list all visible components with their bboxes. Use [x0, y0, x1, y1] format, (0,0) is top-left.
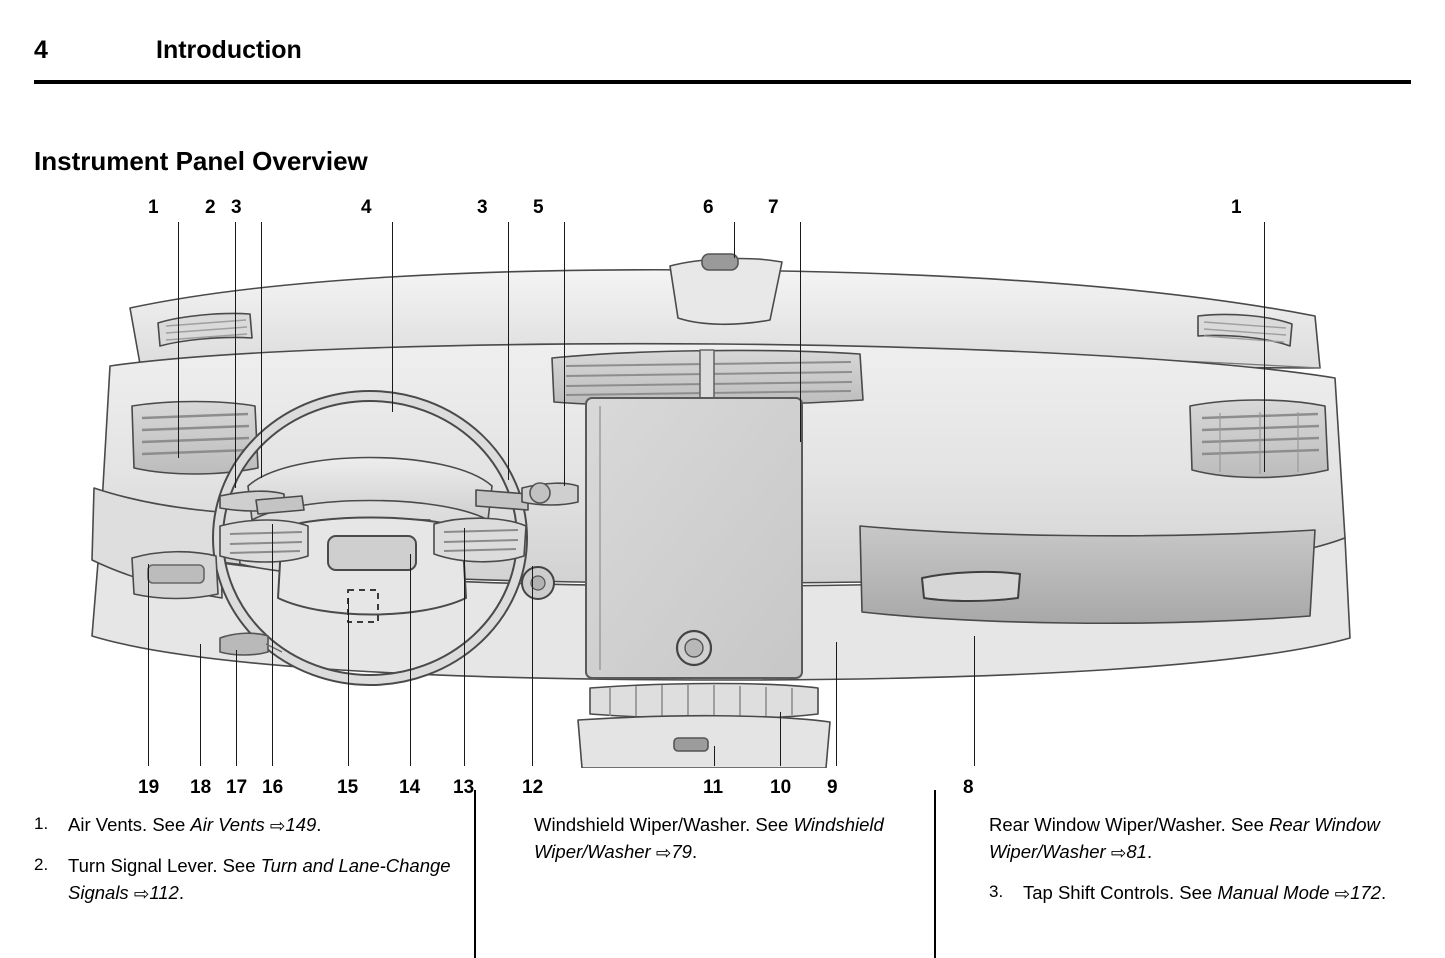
leader-line	[348, 598, 349, 766]
legend-item-label: Turn Signal Lever. See	[68, 854, 261, 876]
callout-number: 3	[231, 197, 242, 218]
leader-line	[200, 644, 201, 766]
page-header	[34, 36, 1411, 86]
page-reference-arrow-icon: ⇨	[1334, 882, 1351, 904]
page-number: 4	[34, 36, 48, 64]
legend-item-reference: Rear Window Wiper/Washer	[989, 814, 1380, 862]
leader-line	[800, 222, 801, 442]
legend-item-text	[534, 812, 934, 866]
legend-item-text	[68, 853, 474, 907]
legend-item-page: 112	[149, 881, 179, 903]
callout-number: 1	[148, 197, 159, 218]
legend-item-label: Rear Window Wiper/Washer. See	[989, 814, 1269, 835]
leader-line	[734, 222, 735, 258]
legend-item-reference: Windshield Wiper/Washer	[534, 814, 884, 862]
callout-number: 7	[768, 197, 779, 218]
page-reference-arrow-icon: ⇨	[1110, 841, 1127, 863]
legend-item-text	[989, 812, 1414, 866]
header-rule	[34, 80, 1411, 84]
legend-item-page: 79	[671, 840, 692, 862]
legend-item-text	[68, 812, 474, 839]
legend-item-page: 172	[1350, 881, 1381, 903]
leader-line	[714, 746, 715, 766]
callout-number: 6	[703, 197, 714, 218]
page-reference-arrow-icon: ⇨	[269, 815, 286, 836]
instrument-panel-illustration	[70, 238, 1370, 768]
leader-line	[235, 222, 236, 488]
callout-number: 9	[827, 777, 838, 798]
legend-item-period: .	[1146, 840, 1153, 862]
leader-line	[836, 642, 837, 766]
callout-number: 5	[533, 197, 544, 218]
callout-number: 1	[1231, 197, 1242, 218]
callout-number: 2	[205, 197, 216, 218]
leader-line	[178, 222, 179, 458]
legend-item-period: .	[316, 814, 322, 835]
legend-item-number: 2.	[34, 854, 49, 874]
leader-line	[1264, 222, 1265, 472]
legend-item-number: 1.	[34, 814, 49, 833]
legend-divider-left	[474, 790, 476, 958]
legend-item	[34, 812, 474, 839]
leader-line	[272, 524, 273, 766]
leader-line	[974, 636, 975, 766]
legend-column-3	[989, 812, 1414, 920]
legend-item	[989, 812, 1414, 866]
leader-line	[508, 222, 509, 480]
legend-item-period: .	[691, 840, 698, 862]
leader-line	[261, 222, 262, 478]
legend-column-1	[34, 812, 474, 920]
page-reference-arrow-icon: ⇨	[655, 841, 672, 863]
legend-item-reference: Manual Mode	[1217, 881, 1330, 903]
leader-line	[780, 712, 781, 766]
callout-number: 12	[522, 777, 544, 798]
legend-item-text	[1023, 880, 1414, 907]
leader-line	[148, 564, 149, 766]
callout-number: 19	[138, 777, 160, 798]
legend-divider-right	[934, 790, 936, 958]
leader-line	[564, 222, 565, 486]
legend-item	[989, 880, 1414, 907]
chapter-title: Introduction	[156, 36, 302, 64]
callout-number: 8	[963, 777, 974, 798]
instrument-panel-figure	[30, 198, 1415, 808]
callout-number: 3	[477, 197, 488, 218]
legend-item-label: Air Vents. See	[68, 814, 191, 835]
legend-item	[34, 853, 474, 907]
leader-line	[410, 554, 411, 766]
callout-number: 10	[770, 777, 792, 798]
callout-number: 11	[703, 777, 724, 798]
callout-number: 17	[226, 777, 248, 798]
callout-number: 4	[361, 197, 372, 218]
legend-item-page: 149	[285, 814, 317, 835]
legend-item-period: .	[1380, 881, 1387, 903]
page-reference-arrow-icon: ⇨	[133, 882, 150, 904]
legend-item-period: .	[178, 881, 184, 903]
leader-line	[464, 528, 465, 766]
callout-number: 16	[262, 777, 284, 798]
legend-item-number: 3.	[989, 881, 1004, 901]
legend-item-label: Tap Shift Controls. See	[1023, 881, 1218, 903]
legend-item-label: Windshield Wiper/Washer. See	[534, 814, 794, 835]
legend-item-reference: Turn and Lane-Change Signals	[68, 854, 451, 903]
callout-number: 18	[190, 777, 212, 798]
leader-line	[532, 566, 533, 766]
legend-column-2	[534, 812, 934, 880]
leader-line	[236, 650, 237, 766]
legend-item-page: 81	[1126, 840, 1147, 862]
callout-number: 13	[453, 777, 475, 798]
figure-legend	[34, 812, 1414, 952]
legend-item	[534, 812, 934, 866]
legend-item-reference: Air Vents	[190, 814, 265, 835]
page-title: Instrument Panel Overview	[34, 146, 368, 176]
leader-line	[392, 222, 393, 412]
callout-number: 14	[399, 777, 421, 798]
callout-number: 15	[337, 777, 359, 798]
